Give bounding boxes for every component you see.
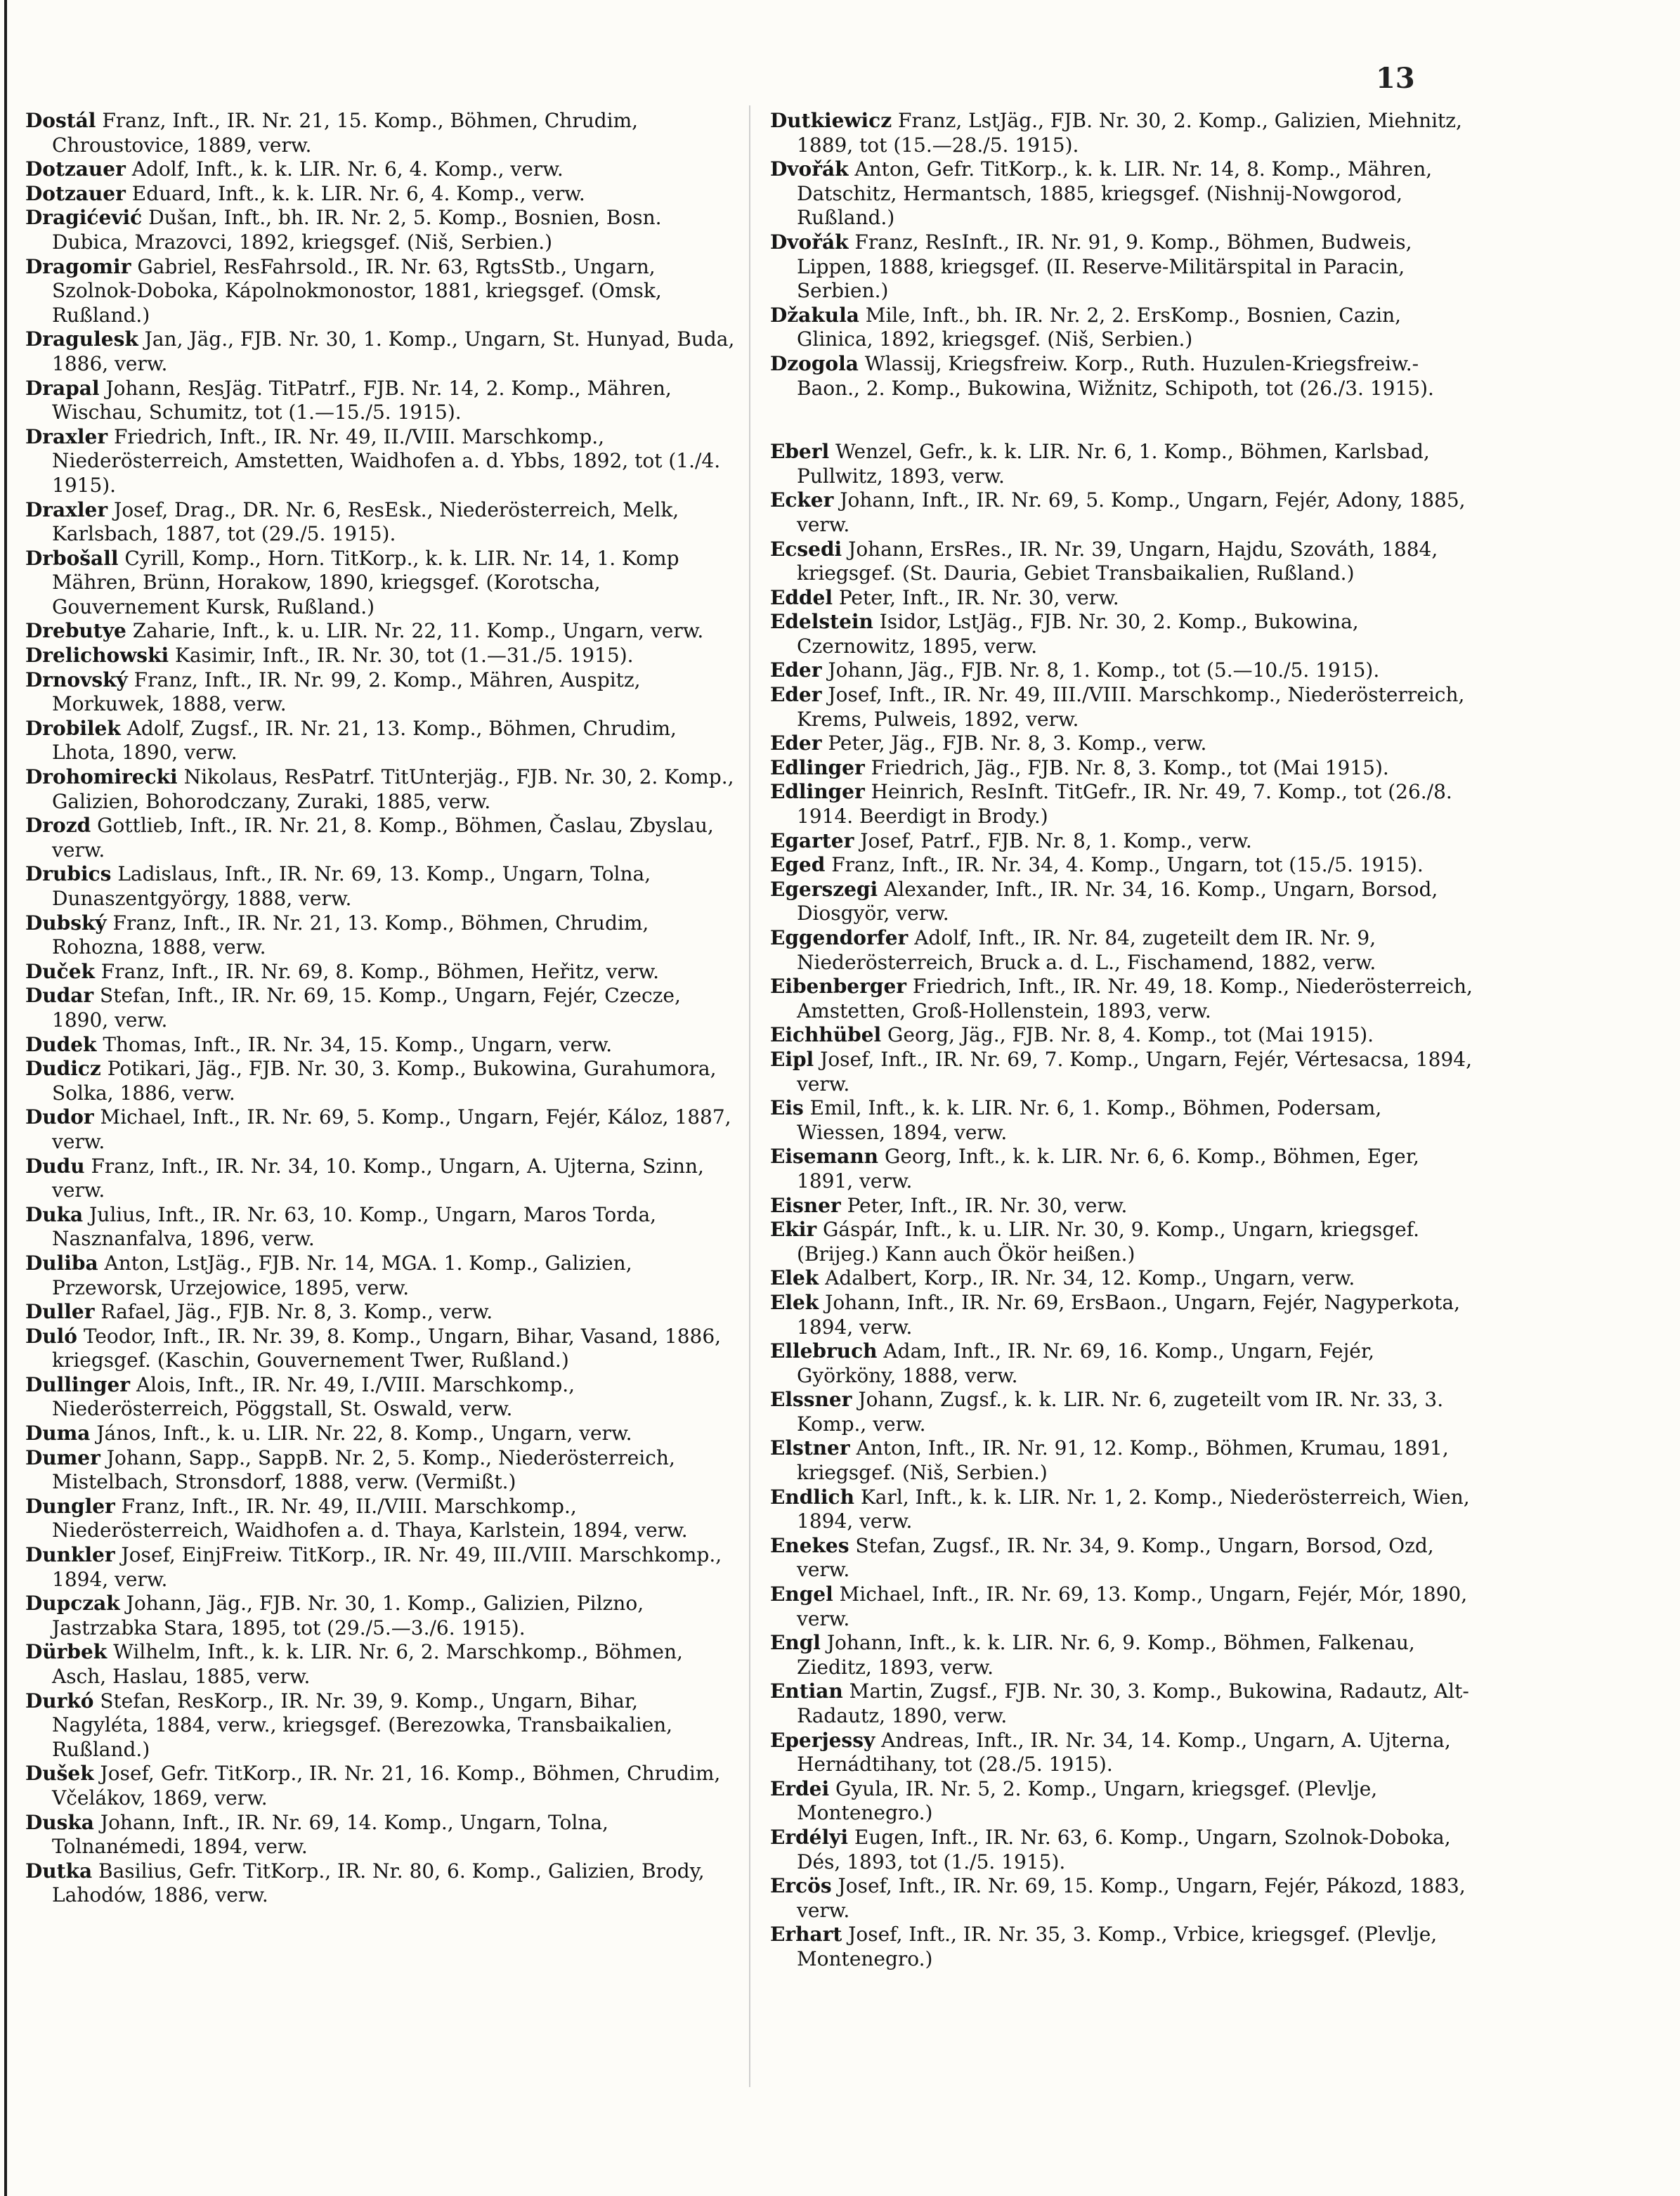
casualty-entry	[770, 1194, 1473, 1219]
entry-details: Georg, Jäg., FJB. Nr. 8, 4. Komp., tot (Mai 1915).	[881, 1023, 1374, 1047]
page-number: 13	[1376, 62, 1415, 95]
entry-surname: Duma	[25, 1422, 91, 1445]
entry-surname: Dunkler	[25, 1543, 115, 1567]
entry-details: Anton, Inft., IR. Nr. 91, 12. Komp., Böhmen, Krumau, 1891, kriegsgef. (Niš, Serbien.)	[797, 1436, 1449, 1485]
casualty-entry	[25, 1155, 735, 1203]
entry-surname: Duček	[25, 959, 95, 983]
entry-surname: Elssner	[770, 1388, 852, 1412]
casualty-entry	[25, 1762, 735, 1810]
casualty-entry	[25, 1373, 735, 1422]
entry-surname: Drohomirecki	[25, 765, 178, 789]
casualty-entry	[25, 1811, 735, 1859]
casualty-entry	[770, 1680, 1473, 1728]
entry-details: János, Inft., k. u. LIR. Nr. 22, 8. Komp., Ungarn, verw.	[90, 1422, 632, 1445]
entry-details: Franz, Inft., IR. Nr. 99, 2. Komp., Mähren, Auspitz, Morkuwek, 1888, verw.	[52, 668, 641, 716]
entry-details: Josef, EinjFreiw. TitKorp., IR. Nr. 49, III./VIII. Marschkomp., 1894, verw.	[52, 1543, 722, 1591]
entry-surname: Eder	[770, 658, 822, 682]
entry-surname: Ercös	[770, 1874, 832, 1898]
entry-details: Julius, Inft., IR. Nr. 63, 10. Komp., Ungarn, Maros Torda, Nasznanfalva, 1896, verw.	[52, 1202, 657, 1251]
entry-surname: Eichhübel	[770, 1023, 882, 1047]
casualty-entry	[770, 878, 1473, 926]
casualty-entry	[770, 352, 1473, 401]
entry-surname: Dvořák	[770, 230, 849, 254]
entry-surname: Dubský	[25, 911, 107, 935]
entry-details: Adolf, Inft., IR. Nr. 84, zugeteilt dem IR. Nr. 9, Niederösterreich, Bruck a. d. L., Fischamend, 1882, verw.	[797, 926, 1376, 974]
casualty-entry	[25, 1033, 735, 1058]
entry-surname: Dvořák	[770, 157, 849, 181]
entry-surname: Drubics	[25, 862, 112, 886]
casualty-entry	[770, 1023, 1473, 1048]
entry-details: Johann, Inft., k. k. LIR. Nr. 6, 9. Komp., Böhmen, Falkenau, Zieditz, 1893, verw.	[797, 1631, 1415, 1679]
entry-details: Johann, ErsRes., IR. Nr. 39, Ungarn, Hajdu, Szováth, 1884, kriegsgef. (St. Dauria, Gebiet Transbaikalien, Rußland.)	[797, 537, 1438, 585]
entry-details: Georg, Inft., k. k. LIR. Nr. 6, 6. Komp., Böhmen, Eger, 1891, verw.	[797, 1145, 1419, 1193]
entry-surname: Duló	[25, 1324, 77, 1348]
casualty-entry	[770, 1218, 1473, 1266]
entry-surname: Džakula	[770, 303, 859, 327]
casualty-entry	[25, 668, 735, 717]
entry-details: Josef, Gefr. TitKorp., IR. Nr. 21, 16. Komp., Böhmen, Chrudim, Včelákov, 1869, verw.	[52, 1762, 721, 1810]
entry-details: Eugen, Inft., IR. Nr. 63, 6. Komp., Ungarn, Szolnok-Doboka, Dés, 1893, tot (1./5. 1915).	[797, 1825, 1451, 1873]
casualty-entry	[770, 1777, 1473, 1826]
entry-details: Friedrich, Inft., IR. Nr. 49, II./VIII. Marschkomp., Niederösterreich, Amstetten, Waidhofen a. d. Ybbs, 1892, tot (1./4. 1915).	[52, 424, 721, 497]
entry-details: Cyrill, Komp., Horn. TitKorp., k. k. LIR. Nr. 14, 1. Komp Mähren, Brünn, Horakow, 1890, kriegsgef. (Korotscha, Gouvernement Kursk, Rußland.)	[52, 546, 679, 618]
entry-surname: Eibenberger	[770, 975, 907, 999]
entry-surname: Dzogola	[770, 351, 859, 375]
casualty-entry	[25, 1422, 735, 1446]
entry-surname: Dutkiewicz	[770, 109, 892, 132]
casualty-entry	[770, 1631, 1473, 1680]
entry-surname: Elek	[770, 1290, 819, 1314]
entry-surname: Dumer	[25, 1445, 100, 1469]
casualty-entry	[770, 1266, 1473, 1291]
casualty-entry	[25, 1689, 735, 1762]
entry-surname: Edelstein	[770, 610, 873, 634]
entry-details: Isidor, LstJäg., FJB. Nr. 30, 2. Komp., Bukowina, Czernowitz, 1895, verw.	[797, 610, 1359, 658]
casualty-entry	[25, 498, 735, 547]
casualty-entry	[770, 1486, 1473, 1534]
entry-surname: Eipl	[770, 1047, 814, 1071]
casualty-entry	[25, 327, 735, 376]
entry-surname: Eisner	[770, 1193, 841, 1217]
casualty-entry	[770, 610, 1473, 658]
entry-surname: Draxler	[25, 498, 108, 521]
casualty-entry	[25, 1300, 735, 1325]
entry-details: Peter, Inft., IR. Nr. 30, verw.	[832, 585, 1119, 609]
page-edge-rule	[4, 0, 7, 2196]
entry-details: Adolf, Inft., k. k. LIR. Nr. 6, 4. Komp., verw.	[125, 157, 564, 181]
entry-surname: Engl	[770, 1631, 821, 1655]
entry-details: Nikolaus, ResPatrf. TitUnterjäg., FJB. Nr. 30, 2. Komp., Galizien, Bohorodczany, Zuraki, 1885, verw.	[52, 765, 734, 813]
casualty-entry	[25, 1592, 735, 1640]
entry-surname: Duller	[25, 1300, 95, 1324]
entry-surname: Drbošall	[25, 546, 119, 570]
casualty-entry	[770, 440, 1473, 488]
entry-surname: Dudu	[25, 1154, 85, 1178]
casualty-entry	[25, 1057, 735, 1105]
casualty-entry	[770, 1388, 1473, 1436]
entry-details: Gottlieb, Inft., IR. Nr. 21, 8. Komp., Böhmen, Časlau, Zbyslau, verw.	[52, 814, 714, 862]
entry-details: Stefan, Zugsf., IR. Nr. 34, 9. Komp., Ungarn, Borsod, Ozd, verw.	[797, 1533, 1434, 1582]
entry-details: Josef, Inft., IR. Nr. 69, 15. Komp., Ungarn, Fejér, Pákozd, 1883, verw.	[797, 1874, 1466, 1922]
entry-details: Franz, Inft., IR. Nr. 34, 10. Komp., Ungarn, A. Ujterna, Szinn, verw.	[52, 1154, 704, 1202]
entry-surname: Ekir	[770, 1218, 817, 1242]
entry-details: Emil, Inft., k. k. LIR. Nr. 6, 1. Komp., Böhmen, Podersam, Wiessen, 1894, verw.	[797, 1096, 1382, 1144]
entry-surname: Duka	[25, 1202, 84, 1226]
entry-details: Wlassij, Kriegsfreiw. Korp., Ruth. Huzulen-Kriegsfreiw.-Baon., 2. Komp., Bukowina, Wižnitz, Schipoth, tot (26./3. 1915).	[797, 351, 1434, 400]
entry-surname: Entian	[770, 1680, 843, 1703]
entry-surname: Ecsedi	[770, 537, 842, 561]
casualty-entry	[25, 206, 735, 254]
entry-details: Johann, Inft., IR. Nr. 69, 5. Komp., Ungarn, Fejér, Adony, 1885, verw.	[797, 488, 1466, 536]
entry-surname: Dragomir	[25, 254, 131, 278]
entry-details: Franz, Inft., IR. Nr. 21, 15. Komp., Böhmen, Chrudim, Chroustovice, 1889, verw.	[52, 109, 639, 157]
casualty-entry	[25, 157, 735, 182]
entry-surname: Edlinger	[770, 780, 865, 804]
entry-details: Franz, Inft., IR. Nr. 49, II./VIII. Marschkomp., Niederösterreich, Waidhofen a. d. Thaya, Karlstein, 1894, verw.	[52, 1494, 688, 1542]
entry-details: Thomas, Inft., IR. Nr. 34, 15. Komp., Ungarn, verw.	[96, 1032, 613, 1056]
entry-details: Adolf, Zugsf., IR. Nr. 21, 13. Komp., Böhmen, Chrudim, Lhota, 1890, verw.	[52, 716, 677, 765]
entry-details: Martin, Zugsf., FJB. Nr. 30, 3. Komp., Bukowina, Radautz, Alt-Radautz, 1890, verw.	[797, 1680, 1469, 1727]
entry-surname: Dotzauer	[25, 157, 126, 181]
casualty-entry	[25, 644, 735, 668]
entry-surname: Eged	[770, 853, 826, 877]
entry-details: Franz, Inft., IR. Nr. 69, 8. Komp., Böhmen, Heřitz, verw.	[94, 959, 659, 983]
casualty-entry	[25, 1105, 735, 1154]
entry-details: Potikari, Jäg., FJB. Nr. 30, 3. Komp., Bukowina, Gurahumora, Solka, 1886, verw.	[52, 1057, 717, 1105]
entry-details: Adam, Inft., IR. Nr. 69, 16. Komp., Ungarn, Fejér, Györköny, 1888, verw.	[797, 1339, 1375, 1387]
entry-surname: Draxler	[25, 424, 108, 448]
casualty-entry	[25, 1640, 735, 1689]
casualty-entry	[770, 1826, 1473, 1874]
entry-details: Wenzel, Gefr., k. k. LIR. Nr. 6, 1. Komp., Böhmen, Karlsbad, Pullwitz, 1893, verw.	[797, 440, 1430, 488]
casualty-entry	[770, 157, 1473, 230]
entry-details: Stefan, ResKorp., IR. Nr. 39, 9. Komp., Ungarn, Bihar, Nagyléta, 1884, verw., kriegsgef. (Berezowka, Transbaikalien, Rußland.)	[52, 1689, 673, 1761]
entry-details: Stefan, Inft., IR. Nr. 69, 15. Komp., Ungarn, Fejér, Czecze, 1890, verw.	[52, 984, 681, 1032]
entry-details: Gabriel, ResFahrsold., IR. Nr. 63, RgtsStb., Ungarn, Szolnok-Doboka, Kápolnokmonostor, 1881, kriegsgef. (Omsk, Rußland.)	[52, 254, 662, 327]
entry-details: Franz, ResInft., IR. Nr. 91, 9. Komp., Böhmen, Budweis, Lippen, 1888, kriegsgef. (II. Reserve-Militärspital in Paracin, Serbien.)	[797, 230, 1412, 303]
casualty-entry	[25, 377, 735, 425]
entry-surname: Ellebruch	[770, 1339, 878, 1363]
entry-surname: Drobilek	[25, 716, 121, 740]
entry-details: Peter, Inft., IR. Nr. 30, verw.	[840, 1193, 1128, 1217]
entry-surname: Engel	[770, 1583, 833, 1606]
entry-surname: Endlich	[770, 1485, 854, 1509]
casualty-entry	[770, 230, 1473, 304]
entry-surname: Eddel	[770, 585, 833, 609]
entry-details: Gyula, IR. Nr. 5, 2. Komp., Ungarn, kriegsgef. (Plevlje, Montenegro.)	[797, 1776, 1378, 1825]
entry-details: Johann, Sapp., SappB. Nr. 2, 5. Komp., Niederösterreich, Mistelbach, Stronsdorf, 1888, verw. (Vermißt.)	[52, 1445, 675, 1494]
casualty-entry	[25, 814, 735, 862]
entry-surname: Dragićević	[25, 206, 143, 230]
entry-details: Teodor, Inft., IR. Nr. 39, 8. Komp., Ungarn, Bihar, Vasand, 1886, kriegsgef. (Kaschin, Gouvernement Twer, Rußland.)	[52, 1324, 722, 1372]
entry-details: Zaharie, Inft., k. u. LIR. Nr. 22, 11. Komp., Ungarn, verw.	[126, 619, 704, 643]
entry-details: Johann, ResJäg. TitPatrf., FJB. Nr. 14, 2. Komp., Mähren, Wischau, Schumitz, tot (1.—15./5. 1915).	[52, 376, 672, 424]
entry-surname: Dungler	[25, 1494, 115, 1518]
entry-details: Anton, LstJäg., FJB. Nr. 14, MGA. 1. Komp., Galizien, Przeworsk, Urzejowice, 1895, verw.	[52, 1251, 632, 1299]
entry-details: Johann, Zugsf., k. k. LIR. Nr. 6, zugeteilt vom IR. Nr. 33, 3. Komp., verw.	[797, 1388, 1444, 1436]
entry-surname: Duska	[25, 1810, 94, 1834]
casualty-entry	[770, 109, 1473, 157]
casualty-entry	[770, 658, 1473, 683]
entry-details: Eduard, Inft., k. k. LIR. Nr. 6, 4. Komp., verw.	[125, 181, 585, 205]
casualty-entry	[770, 1534, 1473, 1583]
entry-surname: Eperjessy	[770, 1728, 875, 1752]
casualty-entry	[25, 960, 735, 985]
entry-details: Adalbert, Korp., IR. Nr. 34, 12. Komp., Ungarn, verw.	[819, 1266, 1355, 1290]
left-column	[25, 109, 735, 1908]
casualty-entry	[770, 1583, 1473, 1631]
entry-details: Johann, Inft., IR. Nr. 69, 14. Komp., Ungarn, Tolna, Tolnanémedi, 1894, verw.	[52, 1810, 608, 1859]
entry-details: Mile, Inft., bh. IR. Nr. 2, 2. ErsKomp., Bosnien, Cazin, Glinica, 1892, kriegsgef. (Niš, Serbien.)	[797, 303, 1402, 351]
casualty-entry	[770, 780, 1473, 829]
entry-surname: Dudor	[25, 1105, 94, 1129]
entry-details: Johann, Inft., IR. Nr. 69, ErsBaon., Ungarn, Fejér, Nagyperkota, 1894, verw.	[797, 1290, 1461, 1339]
entry-surname: Erdei	[770, 1776, 830, 1800]
entry-details: Gáspár, Inft., k. u. LIR. Nr. 30, 9. Komp., Ungarn, kriegsgef. (Brijeg.) Kann auch Ökör heißen.)	[797, 1218, 1419, 1266]
entry-surname: Egerszegi	[770, 877, 878, 901]
casualty-entry	[770, 1339, 1473, 1388]
entry-surname: Drozd	[25, 814, 91, 838]
entry-surname: Drnovský	[25, 668, 128, 691]
casualty-entry	[770, 1096, 1473, 1145]
casualty-entry	[770, 1729, 1473, 1777]
entry-surname: Dupczak	[25, 1592, 120, 1616]
casualty-entry	[770, 683, 1473, 732]
entry-details: Jan, Jäg., FJB. Nr. 30, 1. Komp., Ungarn, St. Hunyad, Buda, 1886, verw.	[52, 327, 735, 375]
casualty-entry	[770, 732, 1473, 756]
entry-surname: Drelichowski	[25, 644, 169, 668]
casualty-entry	[25, 1203, 735, 1252]
entry-surname: Drapal	[25, 376, 100, 400]
entry-details: Heinrich, ResInft. TitGefr., IR. Nr. 49, 7. Komp., tot (26./8. 1914. Beerdigt in Brody.)	[797, 780, 1452, 829]
casualty-entry	[25, 547, 735, 620]
casualty-entry	[25, 182, 735, 207]
casualty-entry	[770, 1291, 1473, 1339]
entry-details: Basilius, Gefr. TitKorp., IR. Nr. 80, 6. Komp., Galizien, Brody, Lahodów, 1886, verw.	[52, 1859, 705, 1907]
entry-surname: Elstner	[770, 1436, 850, 1460]
entry-details: Ladislaus, Inft., IR. Nr. 69, 13. Komp., Ungarn, Tolna, Dunaszentgyörgy, 1888, verw.	[52, 862, 651, 910]
casualty-entry	[25, 1543, 735, 1592]
entry-details: Wilhelm, Inft., k. k. LIR. Nr. 6, 2. Marschkomp., Böhmen, Asch, Haslau, 1885, verw.	[52, 1640, 683, 1688]
entry-surname: Dutka	[25, 1859, 93, 1883]
casualty-entry	[25, 1859, 735, 1908]
casualty-entry	[770, 586, 1473, 611]
entry-surname: Enekes	[770, 1533, 849, 1557]
casualty-entry	[25, 765, 735, 814]
entry-details: Josef, Inft., IR. Nr. 35, 3. Komp., Vrbice, kriegsgef. (Plevlje, Montenegro.)	[797, 1923, 1438, 1970]
entry-surname: Duliba	[25, 1251, 98, 1275]
entry-details: Alexander, Inft., IR. Nr. 34, 16. Komp., Ungarn, Borsod, Diosgyör, verw.	[797, 877, 1438, 925]
casualty-entry	[770, 304, 1473, 352]
entry-surname: Durkó	[25, 1689, 94, 1713]
casualty-entry	[770, 488, 1473, 537]
entry-details: Rafael, Jäg., FJB. Nr. 8, 3. Komp., verw.	[94, 1300, 493, 1324]
casualty-entry	[25, 619, 735, 644]
casualty-entry	[770, 926, 1473, 975]
entry-details: Josef, Inft., IR. Nr. 69, 7. Komp., Ungarn, Fejér, Vértesacsa, 1894, verw.	[797, 1047, 1472, 1096]
entry-surname: Dušek	[25, 1762, 94, 1786]
entry-details: Josef, Drag., DR. Nr. 6, ResEsk., Niederösterreich, Melk, Karlsbach, 1887, tot (29./5. 1915).	[52, 498, 679, 546]
casualty-entry	[25, 425, 735, 498]
casualty-entry	[770, 538, 1473, 586]
entry-surname: Edlinger	[770, 755, 865, 779]
casualty-entry	[770, 1923, 1473, 1971]
entry-details: Franz, LstJäg., FJB. Nr. 30, 2. Komp., Galizien, Miehnitz, 1889, tot (15.—28./5. 1915).	[797, 109, 1462, 157]
entry-surname: Egarter	[770, 829, 854, 852]
entry-details: Alois, Inft., IR. Nr. 49, I./VIII. Marschkomp., Niederösterreich, Pöggstall, St. Oswald, verw.	[52, 1372, 575, 1421]
entry-surname: Erhart	[770, 1923, 842, 1947]
casualty-entry	[770, 1874, 1473, 1923]
entry-surname: Dudek	[25, 1032, 97, 1056]
entry-details: Peter, Jäg., FJB. Nr. 8, 3. Komp., verw.	[821, 732, 1207, 755]
casualty-entry	[25, 717, 735, 765]
entry-details: Michael, Inft., IR. Nr. 69, 13. Komp., Ungarn, Fejér, Mór, 1890, verw.	[797, 1583, 1468, 1630]
casualty-entry	[770, 756, 1473, 781]
entry-surname: Dotzauer	[25, 181, 126, 205]
entry-surname: Elek	[770, 1266, 819, 1290]
casualty-entry	[770, 1048, 1473, 1096]
entry-details: Andreas, Inft., IR. Nr. 34, 14. Komp., Ungarn, A. Ujterna, Hernádtihany, tot (28./5. 1915).	[797, 1728, 1451, 1776]
entry-details: Franz, Inft., IR. Nr. 34, 4. Komp., Ungarn, tot (15./5. 1915).	[825, 853, 1424, 877]
entry-details: Anton, Gefr. TitKorp., k. k. LIR. Nr. 14, 8. Komp., Mähren, Datschitz, Hermantsch, 1885, kriegsgef. (Nishnij-Nowgorod, Rußland.)	[797, 157, 1433, 230]
entry-surname: Dragulesk	[25, 327, 138, 351]
casualty-entry	[25, 1446, 735, 1495]
casualty-entry	[770, 975, 1473, 1023]
casualty-entry	[25, 862, 735, 911]
casualty-entry	[770, 829, 1473, 854]
casualty-entry	[25, 911, 735, 960]
entry-surname: Eisemann	[770, 1145, 879, 1169]
entry-details: Johann, Jäg., FJB. Nr. 8, 1. Komp., tot (5.—10./5. 1915).	[821, 658, 1380, 682]
entry-details: Johann, Jäg., FJB. Nr. 30, 1. Komp., Galizien, Pilzno, Jastrzabka Stara, 1895, tot (29./5.—3./6. 1915).	[52, 1592, 644, 1639]
entry-surname: Eder	[770, 683, 822, 707]
entry-details: Franz, Inft., IR. Nr. 21, 13. Komp., Böhmen, Chrudim, Rohozna, 1888, verw.	[52, 911, 649, 959]
casualty-entry	[25, 984, 735, 1032]
casualty-entry	[770, 1145, 1473, 1193]
entry-details: Kasimir, Inft., IR. Nr. 30, tot (1.—31./5. 1915).	[169, 644, 634, 668]
right-column	[770, 109, 1473, 1972]
casualty-entry	[25, 255, 735, 328]
entry-surname: Drebutye	[25, 619, 126, 643]
entry-details: Friedrich, Inft., IR. Nr. 49, 18. Komp., Niederösterreich, Amstetten, Groß-Hollenstein, 1893, verw.	[797, 975, 1473, 1022]
casualty-entry	[25, 109, 735, 157]
entry-surname: Eberl	[770, 440, 830, 464]
entry-surname: Dostál	[25, 109, 96, 132]
casualty-entry	[770, 1436, 1473, 1485]
casualty-entry	[25, 1495, 735, 1543]
entry-surname: Eggendorfer	[770, 926, 909, 949]
entry-details: Dušan, Inft., bh. IR. Nr. 2, 5. Komp., Bosnien, Bosn. Dubica, Mrazovci, 1892, kriegsgef. (Niš, Serbien.)	[52, 206, 662, 254]
entry-details: Josef, Patrf., FJB. Nr. 8, 1. Komp., verw.	[854, 829, 1252, 852]
entry-details: Friedrich, Jäg., FJB. Nr. 8, 3. Komp., tot (Mai 1915).	[864, 755, 1389, 779]
entry-surname: Dudicz	[25, 1057, 101, 1081]
casualty-entry	[25, 1325, 735, 1373]
entry-surname: Eder	[770, 732, 822, 755]
entry-details: Josef, Inft., IR. Nr. 49, III./VIII. Marschkomp., Niederösterreich, Krems, Pulweis, 1892, verw.	[797, 683, 1465, 731]
entry-details: Michael, Inft., IR. Nr. 69, 5. Komp., Ungarn, Fejér, Káloz, 1887, verw.	[52, 1105, 731, 1153]
entry-surname: Dudar	[25, 984, 94, 1008]
entry-surname: Eis	[770, 1096, 804, 1120]
column-divider	[749, 105, 750, 2087]
entry-surname: Ecker	[770, 488, 834, 512]
entry-details: Karl, Inft., k. k. LIR. Nr. 1, 2. Komp., Niederösterreich, Wien, 1894, verw.	[797, 1485, 1470, 1533]
casualty-entry	[25, 1252, 735, 1300]
entry-surname: Dürbek	[25, 1640, 108, 1664]
entry-surname: Erdélyi	[770, 1825, 849, 1849]
casualty-entry	[770, 853, 1473, 878]
entry-surname: Dullinger	[25, 1372, 131, 1396]
